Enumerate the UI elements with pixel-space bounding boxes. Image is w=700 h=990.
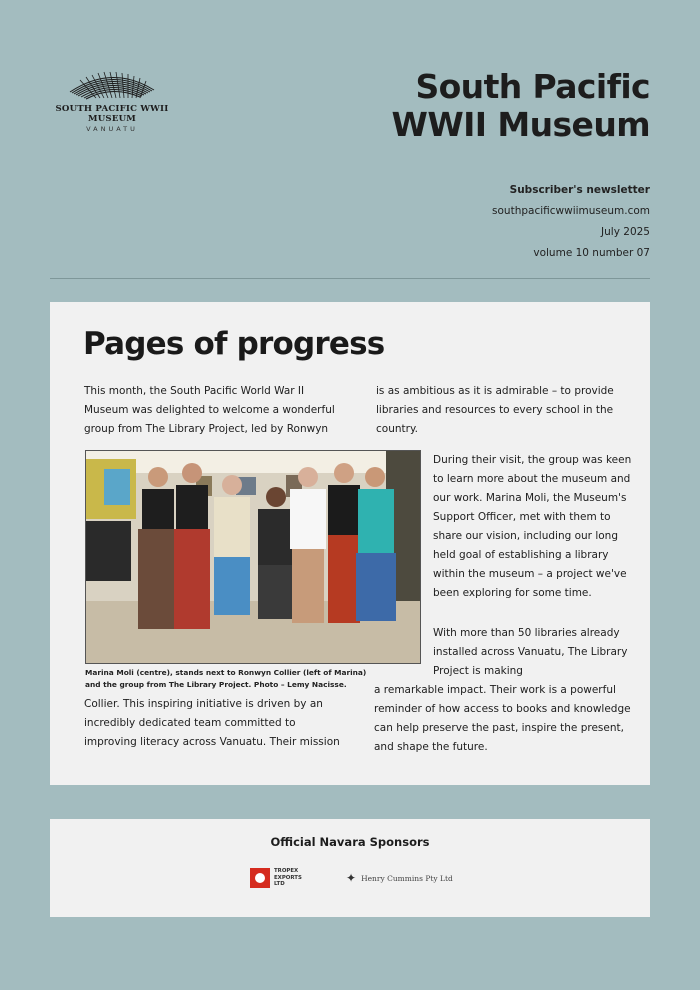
- logo-subtitle: VANUATU: [86, 125, 138, 133]
- article-paragraph-1-continued: is as ambitious as it is admirable – to provide libraries and resources to every school in the country.: [376, 385, 614, 435]
- logo-title-line2: MUSEUM: [88, 114, 136, 124]
- newsletter-meta: [492, 180, 650, 264]
- article-paragraph-3: With more than 50 libraries already installed across Vanuatu, The Library Project is making: [433, 627, 628, 677]
- article-paragraph-3-continued: a remarkable impact. Their work is a powerful reminder of how access to books and knowledge can help preserve the past, inspire the present, and shape the future.: [374, 684, 631, 753]
- article-paragraph-1: This month, the South Pacific World War II Museum was delighted to welcome a wonderful group from The Library Project, led by Ronwyn: [84, 385, 335, 435]
- group-photo-image: [86, 451, 420, 663]
- issue-date: July 2025: [601, 226, 650, 238]
- tropex-name: TROPEX EXPORTS LTD: [274, 868, 302, 888]
- masthead-line1: South Pacific: [415, 67, 650, 106]
- newsletter-kind: Subscriber's newsletter: [509, 184, 650, 196]
- sponsor-henry-cummins[interactable]: [346, 872, 453, 884]
- website-link[interactable]: southpacificwwiimuseum.com: [492, 205, 650, 217]
- compass-star-icon: ✦: [346, 871, 357, 885]
- masthead-title: [392, 68, 650, 144]
- masthead-line2: WWII Museum: [391, 105, 650, 144]
- wave-fan-icon: [66, 70, 158, 100]
- article-card: [50, 302, 650, 785]
- henry-cummins-name: Henry Cummins Pty Ltd: [361, 873, 453, 883]
- logo-title-line1: SOUTH PACIFIC WWII: [55, 104, 169, 114]
- article-paragraph-4: Collier. This inspiring initiative is driven by an incredibly dedicated team committed to improving literacy across Vanuatu. Their mission: [84, 698, 340, 748]
- tropex-logo-icon: [250, 868, 270, 888]
- sponsor-tropex[interactable]: [250, 868, 308, 888]
- sponsors-title: Official Navara Sponsors: [270, 835, 430, 849]
- article-headline: Pages of progress: [83, 326, 385, 362]
- issue-volume: volume 10 number 07: [533, 247, 650, 259]
- sponsors-panel: [50, 819, 650, 917]
- article-paragraph-2: During their visit, the group was keen to learn more about the museum and our work. Marina Moli, the Museum's Support Officer, met with them to share our vision, including our long held goal of establishing a library within the museum – a project we've been exploring for some time.: [433, 454, 632, 599]
- group-photo: [85, 450, 421, 664]
- photo-caption: Marina Moli (centre), stands next to Ronwyn Collier (left of Marina) and the group from The Library Project. Photo – Lemy Nacisse.: [85, 668, 367, 689]
- header-divider: [50, 278, 650, 279]
- museum-logo: [48, 70, 176, 133]
